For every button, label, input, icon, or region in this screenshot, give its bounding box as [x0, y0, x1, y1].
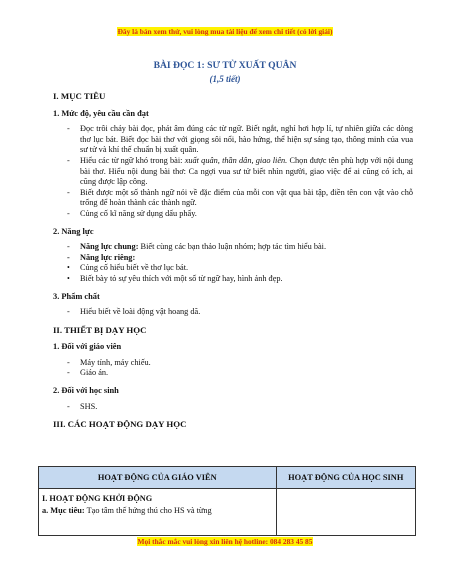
preview-banner-text: Đây là bản xem thử, vui lòng mua tài liệu để xem chi tiết (có lời giải): [117, 27, 333, 36]
student-column-header: HOẠT ĐỘNG CỦA HỌC SINH: [276, 467, 416, 489]
student-equipment-list: [53, 402, 413, 413]
table-header-row: [39, 467, 416, 489]
general-competency-text: Biết cùng các bạn thảo luận nhóm; hợp tác tìm hiểu bài.: [140, 242, 327, 252]
list-item: [67, 242, 413, 253]
list-item-text: Chọn được tên phù hợp với nội dung bài thơ. Hiểu nội dung bài thơ: Ca ngợi vua sư tử biết nhìn người, giao việc để ai cũng có ích, ai cũng được lập công.: [80, 155, 413, 187]
general-competency-label: Năng lực chung:: [80, 242, 139, 252]
section-objectives-heading: I. MỤC TIÊU: [53, 91, 106, 101]
list-item-text: Hiểu các từ ngữ khó trong bài:: [80, 155, 183, 165]
aim-text: Tạo tâm thế hứng thú cho HS và từng: [86, 506, 212, 515]
list-item: - Hiểu biết về loài động vật hoang dã.: [67, 307, 413, 318]
activity-aim: [42, 505, 273, 517]
aim-label: a. Mục tiêu:: [42, 506, 85, 515]
list-item: - SHS.: [67, 402, 413, 413]
student-activity-cell: [276, 489, 416, 536]
list-item: - Giáo án.: [67, 368, 413, 379]
requirements-heading: 1. Mức độ, yêu cầu cần đạt: [53, 108, 149, 118]
vocab-words: xuất quân, thần dân, giao liên.: [184, 155, 288, 165]
requirements-list: [53, 124, 413, 219]
competency-list: [53, 242, 413, 284]
list-item: - Máy tính, máy chiếu.: [67, 358, 413, 369]
lesson-title: BÀI ĐỌC 1: SƯ TỬ XUẤT QUÂN: [153, 60, 297, 71]
activities-table: [38, 466, 416, 536]
preview-banner: [50, 27, 400, 37]
list-item: • Biết bày tỏ sự yêu thích với một số từ ngữ hay, hình ảnh đẹp.: [67, 274, 413, 285]
hotline-banner-text: Mọi thắc mắc vui lòng xin liên hệ hotline: 084 283 45 85: [137, 537, 313, 546]
student-equipment-heading: 2. Đối với học sinh: [53, 386, 119, 396]
section-activities-heading: III. CÁC HOẠT ĐỘNG DẠY HỌC: [53, 419, 187, 430]
hotline-banner: [50, 537, 400, 547]
list-item: - Biết được một số thành ngữ nói về đặc điểm của mỗi con vật qua bài tập, điền tên con vật vào chỗ trống để hoàn thành các thành ngữ.: [67, 188, 413, 209]
list-item: - Củng cố kĩ năng sử dụng dấu phẩy.: [67, 209, 413, 220]
section-equipment-heading: II. THIẾT BỊ DẠY HỌC: [53, 324, 147, 335]
competency-heading: 2. Năng lực: [53, 226, 94, 236]
table-row: [39, 489, 416, 536]
specific-competency-label: - Năng lực riêng:: [67, 253, 413, 264]
list-item: • Củng cố hiểu biết về thơ lục bát.: [67, 263, 413, 274]
list-item: [67, 156, 413, 188]
lesson-duration: (1,5 tiết): [209, 74, 241, 84]
teacher-activity-cell: [39, 489, 277, 536]
teacher-equipment-heading: 1. Đối với giáo viên: [53, 342, 122, 352]
list-item: - Đọc trôi chảy bài đọc, phát âm đúng các từ ngữ. Biết ngắt, nghỉ hơi hợp lí, tự nhiên giữa các dòng thơ lục bát. Biết đọc bài thơ với giọng sôi nổi, hào hứng, thể hiện sự sáng tạo, thông minh của vua sư tử và khí thế chuẩn bị xuất quân.: [67, 124, 413, 156]
teacher-equipment-list: [53, 358, 413, 379]
teacher-column-header: HOẠT ĐỘNG CỦA GIÁO VIÊN: [39, 467, 277, 489]
quality-list: [53, 307, 413, 318]
activity-heading: I. HOẠT ĐỘNG KHỞI ĐỘNG: [42, 494, 153, 503]
quality-heading: 3. Phẩm chất: [53, 291, 100, 301]
lesson-content: [53, 91, 413, 430]
